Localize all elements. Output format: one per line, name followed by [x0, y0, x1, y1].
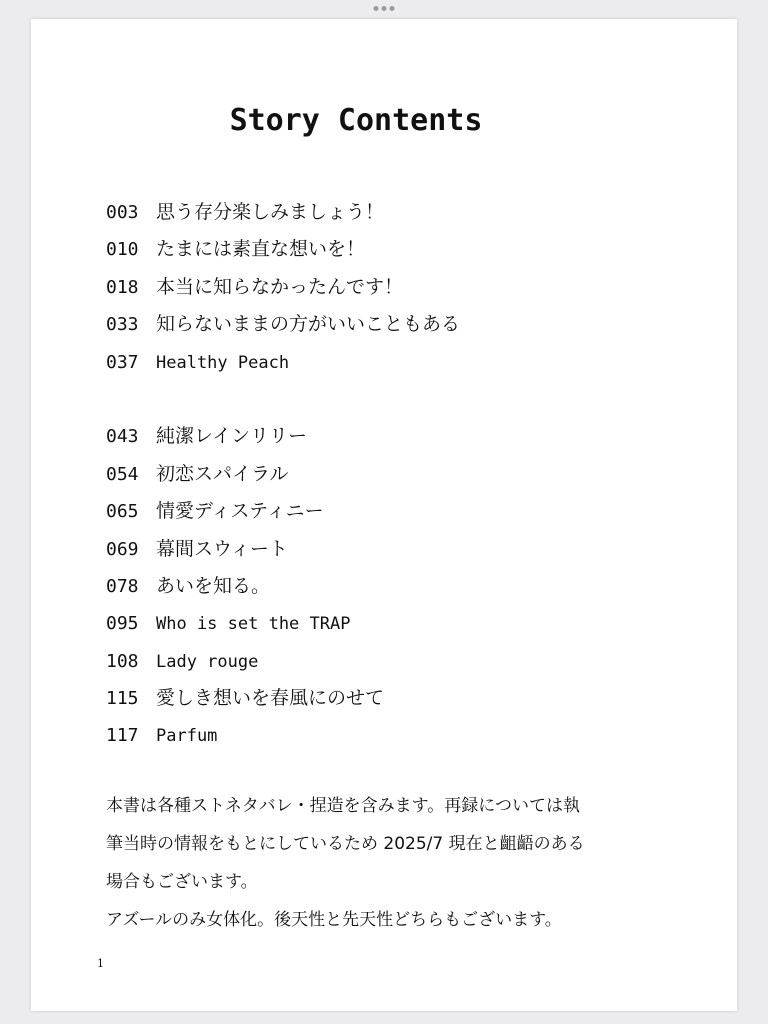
toc-title: Healthy Peach [156, 352, 290, 373]
toc-title: Parfum [156, 726, 218, 747]
toc-entry [106, 234, 460, 271]
toc-page-number: 065 [106, 501, 139, 523]
toc-page-number: 069 [106, 538, 139, 560]
toc-title: Lady rouge [156, 651, 259, 672]
toc-title: 知らないままの方がいいこともある [156, 313, 461, 336]
toc-title: 幕間スウィート [156, 537, 288, 560]
toc-page-number: 054 [106, 463, 139, 485]
toc-entry [106, 347, 460, 384]
toc-page-number: 115 [106, 688, 139, 710]
toc-entry [106, 459, 460, 496]
toc-entry [106, 646, 460, 683]
table-of-contents [106, 197, 460, 758]
toc-entry [106, 720, 460, 757]
toc-page-number: 078 [106, 575, 139, 597]
handle-dot [382, 6, 387, 11]
toc-entry [106, 683, 460, 720]
note-line: アズールのみ女体化。後天性と先天性どちらもございます。 [106, 910, 562, 930]
toc-page-number: 108 [106, 650, 139, 672]
toc-page-number: 095 [106, 613, 139, 635]
toc-page-number: 117 [106, 725, 139, 747]
handle-dot [390, 6, 395, 11]
note-line: 本書は各種ストネタバレ・捏造を含みます。再録については執 [106, 796, 580, 816]
toc-title: 情愛ディスティニー [156, 500, 324, 523]
toc-title: Who is set the TRAP [156, 614, 351, 635]
note-line: 場合もございます。 [106, 872, 258, 892]
toc-title: 思う存分楽しみましょう！ [156, 201, 385, 223]
toc-entry [106, 608, 460, 645]
toc-entry [106, 421, 460, 458]
toc-title: たまには素直な想いを！ [156, 238, 366, 261]
toc-page-number: 033 [106, 314, 139, 336]
toc-entry [106, 309, 460, 346]
document-page [31, 19, 737, 1011]
toc-entry [106, 272, 460, 309]
toc-title: 本当に知らなかったんです！ [156, 275, 404, 298]
toc-title: 初恋スパイラル [156, 462, 289, 485]
toc-page-number: 003 [106, 202, 139, 223]
toc-title: 純潔レインリリー [156, 425, 308, 448]
page-title: Story Contents [229, 103, 483, 138]
note-line: 筆当時の情報をもとにしているため 2025/7 現在と齟齬のある [106, 834, 585, 854]
notes-paragraph [106, 791, 666, 943]
toc-entry [106, 534, 460, 571]
toc-page-number: 037 [106, 351, 139, 373]
toc-entry [106, 571, 460, 608]
toc-title: 愛しき想いを春風にのせて [156, 687, 385, 710]
toc-title: あいを知る。 [156, 574, 271, 597]
page-number: 1 [97, 957, 104, 970]
toc-page-number: 043 [106, 426, 139, 448]
toc-page-number: 018 [106, 276, 139, 298]
handle-dot [374, 6, 379, 11]
toc-entry [106, 197, 460, 234]
window-handle[interactable] [374, 6, 395, 11]
toc-page-number: 010 [106, 239, 139, 261]
toc-entry [106, 496, 460, 533]
